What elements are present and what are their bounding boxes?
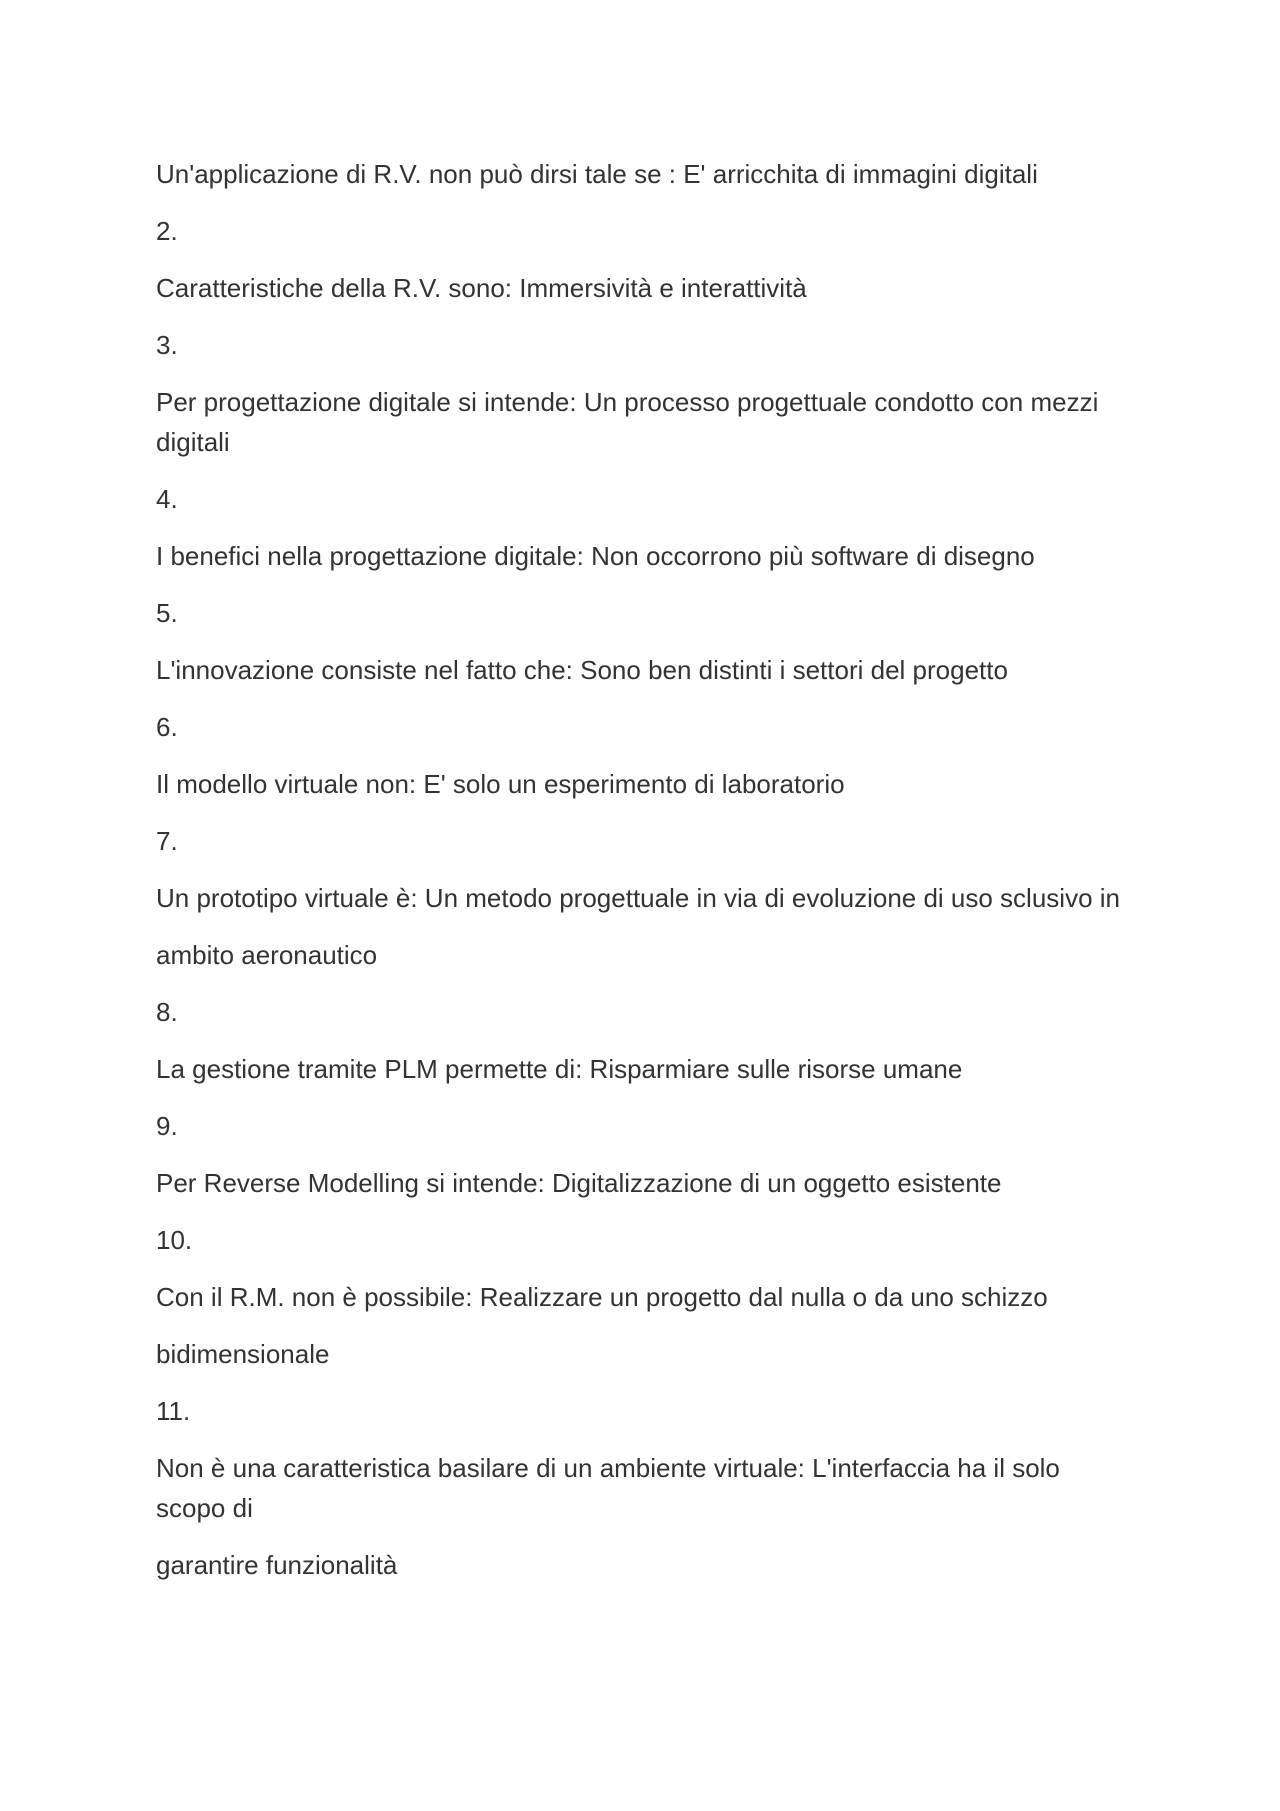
question-11-text: Non è una caratteristica basilare di un ambiente virtuale: L'interfaccia ha il solo scopo di — [156, 1453, 1060, 1523]
question-11-text-continued: garantire funzionalità — [156, 1550, 398, 1580]
question-number-10: 10. — [156, 1225, 193, 1255]
question-number-3: 3. — [156, 330, 178, 360]
question-4-text: I benefici nella progettazione digitale: Non occorrono più software di disegno — [156, 541, 1035, 571]
question-9-text: Per Reverse Modelling si intende: Digitalizzazione di un oggetto esistente — [156, 1168, 1002, 1198]
question-number-4: 4. — [156, 484, 178, 514]
question-10-text: Con il R.M. non è possibile: Realizzare un progetto dal nulla o da uno schizzo — [156, 1282, 1048, 1312]
question-number-8: 8. — [156, 997, 178, 1027]
question-10-text-continued: bidimensionale — [156, 1339, 330, 1369]
question-5-text: L'innovazione consiste nel fatto che: Sono ben distinti i settori del progetto — [156, 655, 1008, 685]
question-number-11: 11. — [156, 1396, 191, 1426]
question-7-text-continued: ambito aeronautico — [156, 940, 378, 970]
question-number-2: 2. — [156, 216, 178, 246]
question-6-text: Il modello virtuale non: E' solo un esperimento di laboratorio — [156, 769, 845, 799]
question-number-7: 7. — [156, 826, 178, 856]
question-1-text: Un'applicazione di R.V. non può dirsi tale se : E' arricchita di immagini digitali — [156, 159, 1038, 189]
question-number-6: 6. — [156, 712, 178, 742]
question-7-text: Un prototipo virtuale è: Un metodo progettuale in via di evoluzione di uso sclusivo in — [156, 883, 1120, 913]
question-number-9: 9. — [156, 1111, 178, 1141]
question-8-text: La gestione tramite PLM permette di: Risparmiare sulle risorse umane — [156, 1054, 963, 1084]
document-body — [156, 154, 1136, 1602]
question-number-5: 5. — [156, 598, 178, 628]
question-3-text: Per progettazione digitale si intende: Un processo progettuale condotto con mezzi digitali — [156, 387, 1099, 457]
question-2-text: Caratteristiche della R.V. sono: Immersività e interattività — [156, 273, 807, 303]
